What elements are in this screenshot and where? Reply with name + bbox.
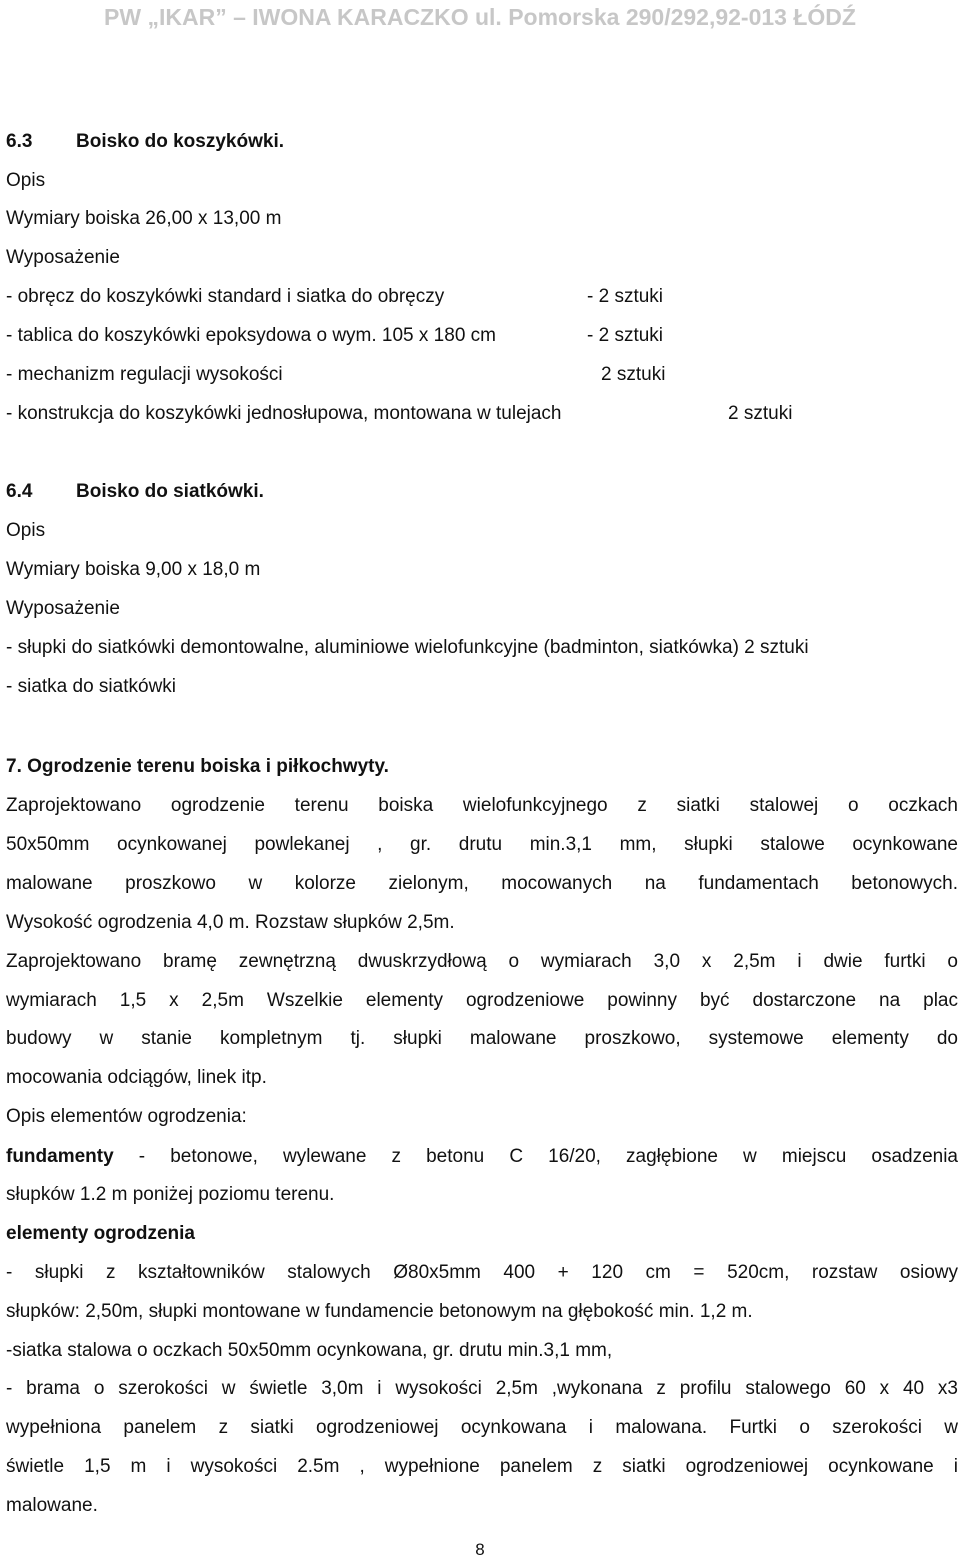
paragraph-line: malowane proszkowo w kolorze zielonym, mocowanych na fundamentach betonowych.: [6, 873, 958, 894]
foundations-label: fundamenty: [6, 1146, 114, 1167]
opis-label: Opis: [6, 170, 46, 191]
dimensions-text: Wymiary boiska 26,00 x 13,00 m: [6, 208, 282, 229]
dimensions-text: Wymiary boiska 9,00 x 18,0 m: [6, 559, 261, 580]
page-number: 8: [475, 1540, 485, 1559]
paragraph-line: świetle 1,5 m i wysokości 2.5m , wypełnione panelem z siatki ogrodzeniowej ocynkowane i: [6, 1456, 958, 1477]
section-7-heading: 7. Ogrodzenie terenu boiska i piłkochwyty.: [6, 756, 389, 777]
equipment-item: - tablica do koszykówki epoksydowa o wym. 105 x 180 cm: [6, 325, 496, 346]
section-number: 6.3: [6, 131, 33, 152]
paragraph-line: malowane.: [6, 1495, 98, 1516]
foundations-line: [6, 1145, 958, 1169]
equipment-quantity: - 2 sztuki: [587, 325, 664, 346]
section-title: Boisko do koszykówki.: [76, 131, 284, 152]
paragraph-line: 50x50mm ocynkowanej powlekanej , gr. drutu min.3,1 mm, słupki stalowe ocynkowane: [6, 834, 958, 855]
paragraph-line: Zaprojektowano bramę zewnętrzną dwuskrzydłową o wymiarach 3,0 x 2,5m i dwie furtki o: [6, 951, 958, 972]
paragraph-line: wypełniona panelem z siatki ogrodzeniowej ocynkowana i malowana. Furtki o szerokości w: [6, 1417, 958, 1438]
section-6-4-heading: [6, 480, 264, 504]
paragraph-line: Zaprojektowano ogrodzenie terenu boiska wielofunkcyjnego z siatki stalowej o oczkach: [6, 795, 958, 816]
equipment-quantity: - 2 sztuki: [587, 286, 664, 307]
equipment-quantity: 2 sztuki: [728, 403, 793, 424]
paragraph-line: - słupki z kształtowników stalowych Ø80x5mm 400 + 120 cm = 520cm, rozstaw osiowy: [6, 1262, 958, 1283]
equipment-item: - mechanizm regulacji wysokości: [6, 364, 283, 385]
section-number: 6.4: [6, 481, 33, 502]
opis-label: Opis: [6, 520, 46, 541]
equipment-item: - obręcz do koszykówki standard i siatka do obręczy: [6, 286, 445, 307]
paragraph-line: -siatka stalowa o oczkach 50x50mm ocynkowana, gr. drutu min.3,1 mm,: [6, 1340, 613, 1361]
fence-elements-label: Opis elementów ogrodzenia:: [6, 1106, 247, 1127]
foundations-text: - betonowe, wylewane z betonu C 16/20, zagłębione w miejscu osadzenia: [113, 1146, 958, 1167]
fence-elements-heading: elementy ogrodzenia: [6, 1223, 195, 1244]
paragraph-line: mocowania odciągów, linek itp.: [6, 1067, 267, 1088]
equipment-item: - słupki do siatkówki demontowalne, aluminiowe wielofunkcyjne (badminton, siatkówka) 2 sztuki: [6, 637, 809, 658]
equipment-label: Wyposażenie: [6, 598, 120, 619]
paragraph-line: słupków: 2,50m, słupki montowane w fundamencie betonowym na głębokość min. 1,2 m.: [6, 1301, 753, 1322]
paragraph-line: - brama o szerokości w świetle 3,0m i wysokości 2,5m ,wykonana z profilu stalowego 60 x 40 x3: [6, 1378, 958, 1399]
page-header: PW „IKAR” – IWONA KARACZKO ul. Pomorska 290/292,92-013 ŁÓDŹ: [104, 4, 856, 30]
paragraph-line: Wysokość ogrodzenia 4,0 m. Rozstaw słupków 2,5m.: [6, 912, 455, 933]
paragraph-line: budowy w stanie kompletnym tj. słupki malowane proszkowo, systemowe elementy do: [6, 1028, 958, 1049]
equipment-item: - siatka do siatkówki: [6, 676, 177, 697]
equipment-label: Wyposażenie: [6, 247, 120, 268]
equipment-quantity: 2 sztuki: [601, 364, 666, 385]
section-title: Boisko do siatkówki.: [76, 481, 264, 502]
paragraph-line: słupków 1.2 m poniżej poziomu terenu.: [6, 1184, 335, 1205]
paragraph-line: wymiarach 1,5 x 2,5m Wszelkie elementy ogrodzeniowe powinny być dostarczone na plac: [6, 990, 958, 1011]
section-6-3-heading: [6, 130, 284, 154]
equipment-item: - konstrukcja do koszykówki jednosłupowa, montowana w tulejach: [6, 403, 562, 424]
